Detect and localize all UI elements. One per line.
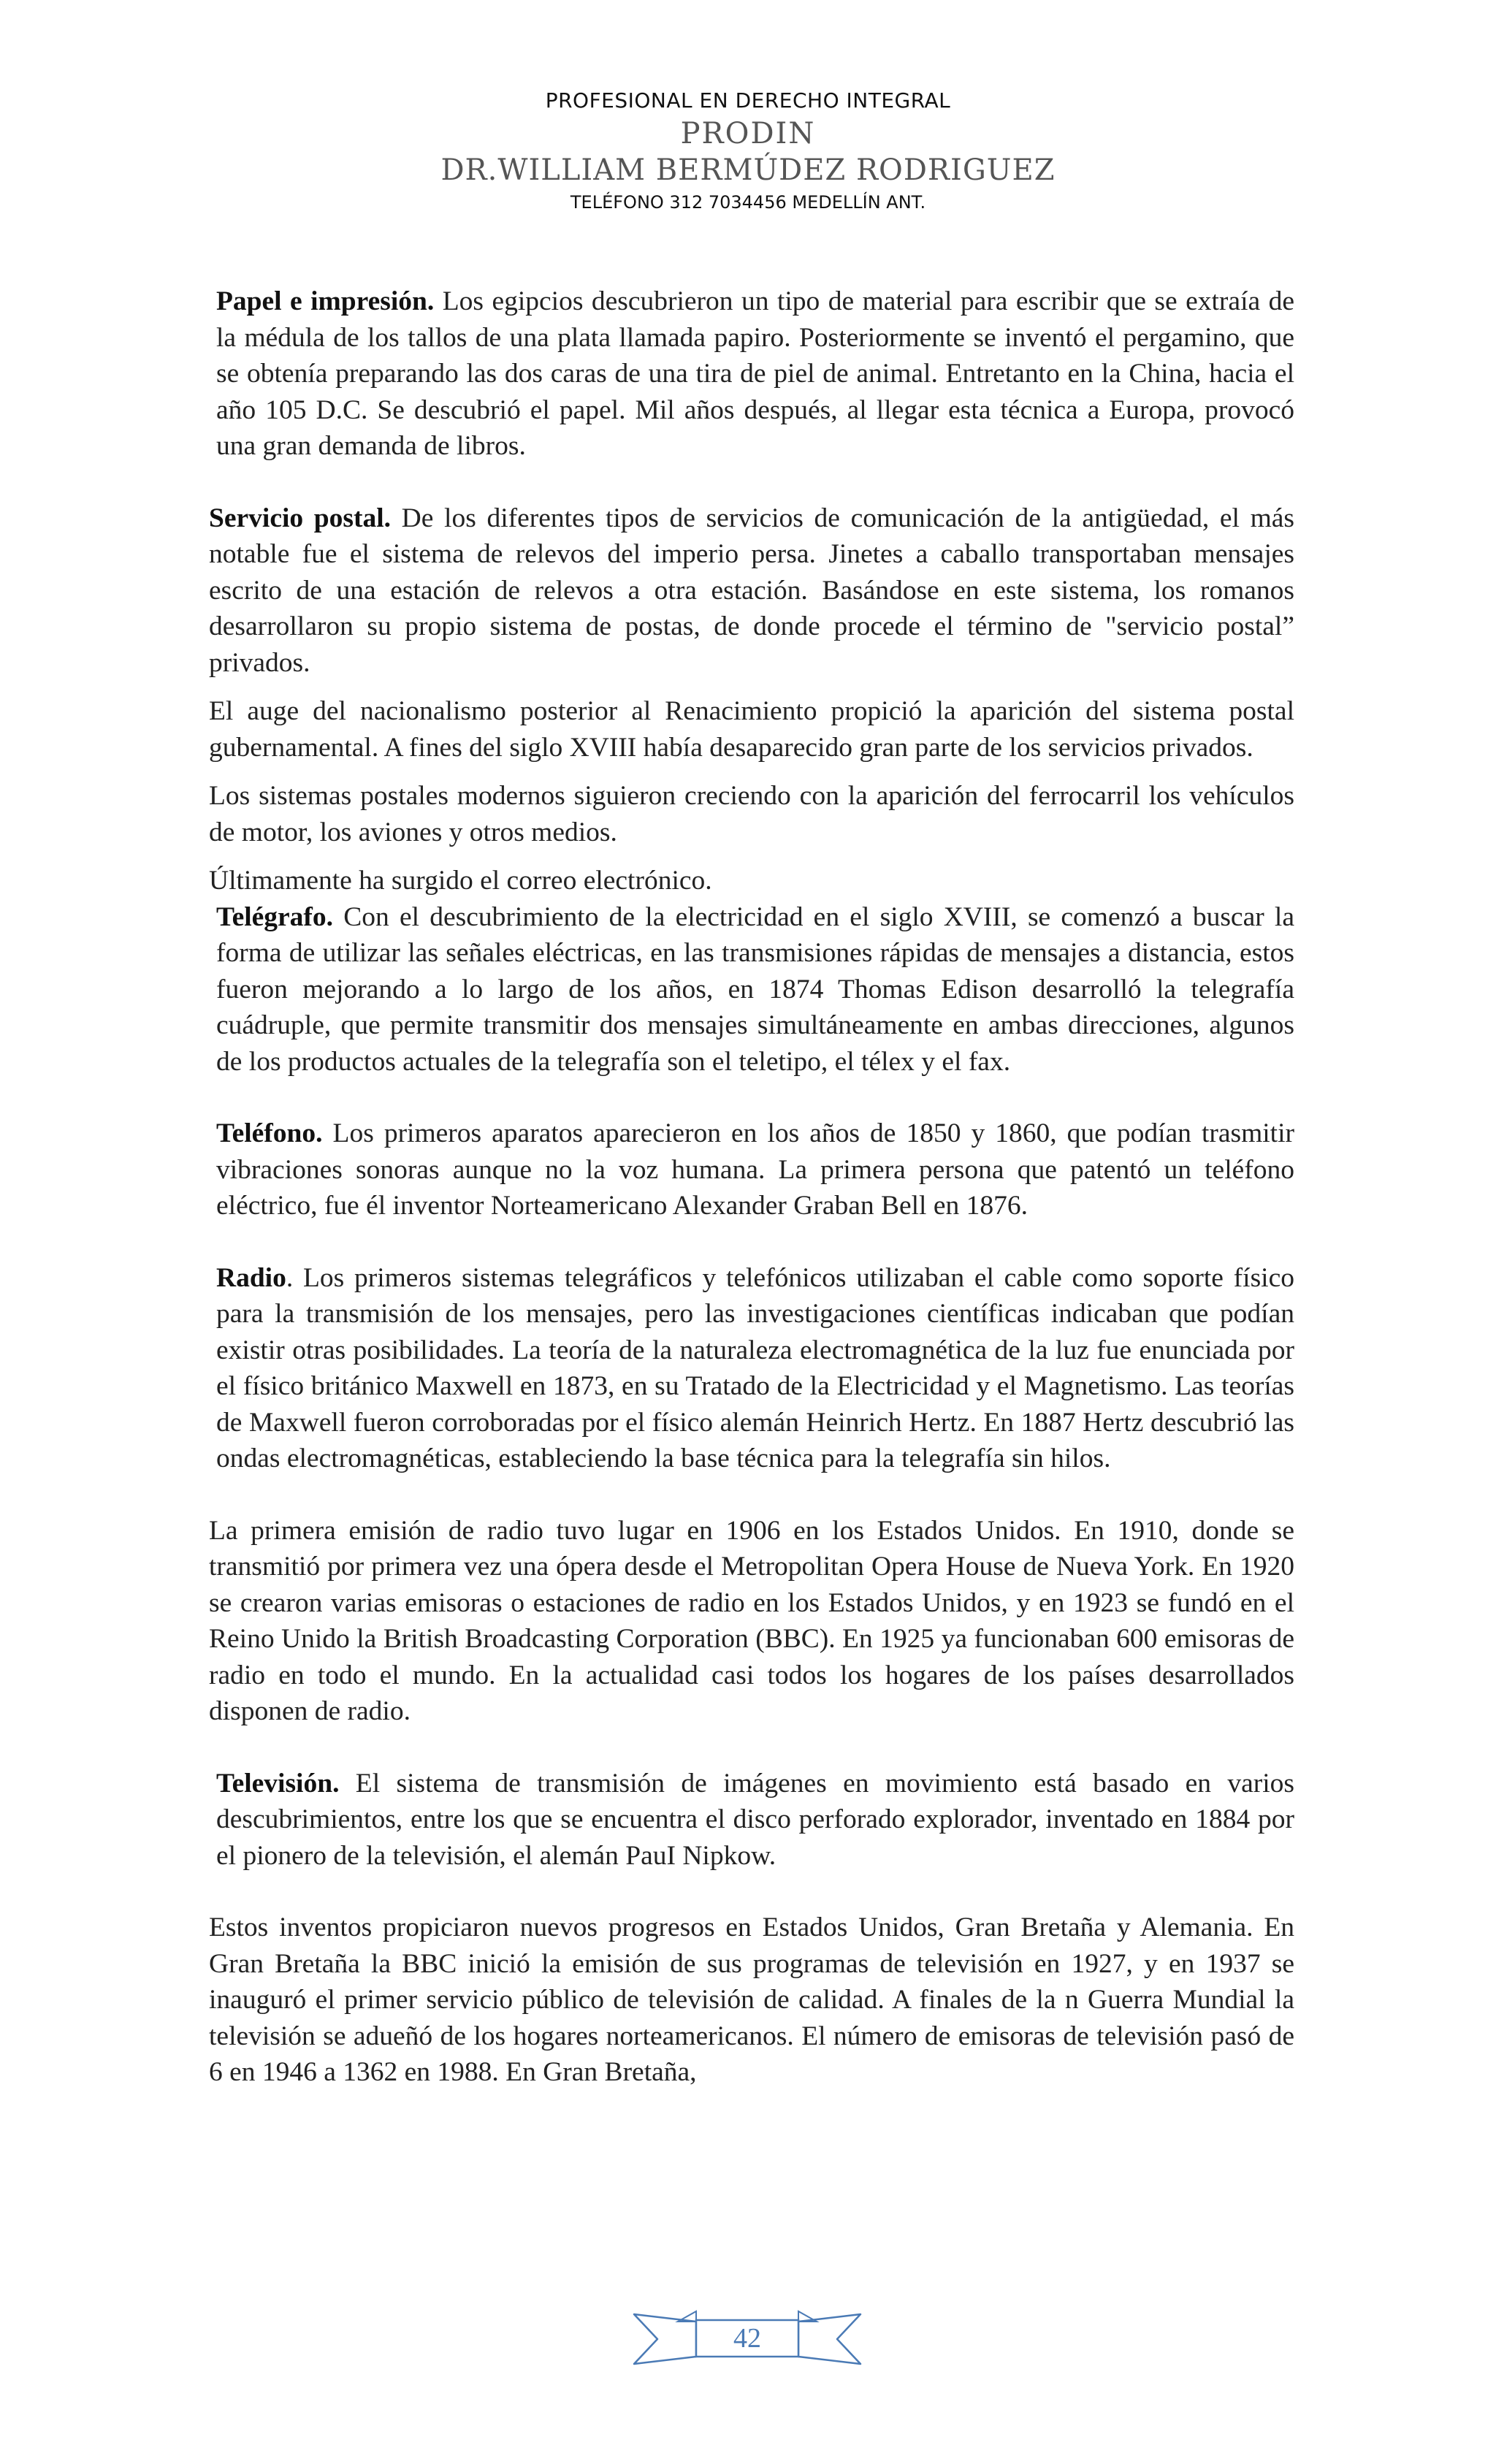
paragraph-text: Los egipcios descubrieron un tipo de material para escribir que se extraía de la médula de los tallos de una plata llamada papiro. Posteriormente se inventó el pergamino, que se obtenía preparando las dos caras de una tira de piel de animal. Entretanto en la China, hacia el año 105 D.C. Se descubrió el papel. Mil años después, al llegar esta técnica a Europa, provocó una gran demanda de libros.	[216, 286, 1294, 461]
term-papel: Papel e impresión.	[216, 286, 435, 316]
header-author: DR.WILLIAM BERMÚDEZ RODRIGUEZ	[440, 153, 1056, 187]
paragraph-postal	[209, 500, 1294, 682]
page-number-ribbon	[627, 2305, 868, 2371]
paragraph-radio	[209, 1260, 1294, 1477]
paragraph-text: Con el descubrimiento de la electricidad en el siglo XVIII, se comenzó a buscar la forma de utilizar las señales eléctricas, en las transmisiones rápidas de mensajes a distancia, estos fueron mejorando a lo largo de los años, en 1874 Thomas Edison desarrolló la telegrafía cuádruple, que permite transmitir dos mensajes simultáneamente en ambas direcciones, algunos de los productos actuales de la telegrafía son el teletipo, el télex y el fax.	[216, 901, 1294, 1077]
document-body	[209, 283, 1294, 2091]
page-header	[0, 86, 1496, 216]
header-title: PROFESIONAL EN DERECHO INTEGRAL	[545, 88, 951, 112]
paragraph-postal-4: Últimamente ha surgido el correo electrónico.	[209, 866, 712, 896]
term-television: Televisión.	[216, 1768, 340, 1799]
paragraph-papel	[209, 283, 1294, 465]
paragraph-text: . Los primeros sistemas telegráficos y telefónicos utilizaban el cable como soporte físico para la transmisión de los mensajes, pero las investigaciones científicas indicaban que podían existir otras posibilidades. La teoría de la naturaleza electromagnética de la luz fue enunciada por el físico británico Maxwell en 1873, en su Tratado de la Electricidad y el Magnetismo. Las teorías de Maxwell fueron corroboradas por el físico alemán Heinrich Hertz. En 1887 Hertz descubrió las ondas electromagnéticas, estableciendo la base técnica para la telegrafía sin hilos.	[216, 1262, 1294, 1473]
header-contact: TELÉFONO 312 7034456 MEDELLÍN ANT.	[570, 192, 926, 213]
page-number: 42	[733, 2323, 761, 2354]
paragraph-text: Los primeros aparatos aparecieron en los años de 1850 y 1860, que podían trasmitir vibraciones sonoras aunque no la voz humana. La primera persona que patentó un teléfono eléctrico, fue él inventor Norteamericano Alexander Graban Bell en 1876.	[216, 1118, 1294, 1221]
paragraph-text: El sistema de transmisión de imágenes en movimiento está basado en varios descubrimientos, entre los que se encuentra el disco perforado explorador, inventado en 1884 por el pionero de la televisión, el alemán PauI Nipkow.	[216, 1768, 1294, 1871]
paragraph-text: De los diferentes tipos de servicios de comunicación de la antigüedad, el más notable fue el sistema de relevos del imperio persa. Jinetes a caballo transportaban mensajes escrito de una estación de relevos a otra estación. Basándose en este sistema, los romanos desarrollaron su propio sistema de postas, de donde procede el término de "servicio postal” privados.	[209, 503, 1294, 678]
term-telegrafo: Telégrafo.	[216, 901, 334, 932]
paragraph-radio-2: La primera emisión de radio tuvo lugar en 1906 en los Estados Unidos. En 1910, donde se transmitió por primera vez una ópera desde el Metropolitan Opera House de Nueva York. En 1920 se crearon varias emisoras o estaciones de radio en los Estados Unidos, y en 1923 se fundó en el Reino Unido la British Broadcasting Corporation (BBC). En 1925 ya funcionaban 600 emisoras de radio en todo el mundo. En la actualidad casi todos los hogares de los países desarrollados disponen de radio.	[209, 1515, 1294, 1726]
paragraph-television-2: Estos inventos propiciaron nuevos progresos en Estados Unidos, Gran Bretaña y Alemania. En Gran Bretaña la BBC inició la emisión de sus programas de televisión en 1927, y en 1937 se inauguró el primer servicio público de televisión de calidad. A finales de la n Guerra Mundial la televisión se adueñó de los hogares norteamericanos. El número de emisoras de televisión pasó de 6 en 1946 a 1362 en 1988. En Gran Bretaña,	[209, 1912, 1294, 2087]
paragraph-television	[209, 1766, 1294, 1874]
paragraph-telegrafo	[209, 899, 1294, 1080]
header-brand: PRODIN	[680, 117, 816, 150]
term-postal: Servicio postal.	[209, 503, 392, 533]
term-radio: Radio	[216, 1262, 286, 1293]
paragraph-telefono	[209, 1115, 1294, 1224]
term-telefono: Teléfono.	[216, 1118, 323, 1148]
paragraph-postal-2: El auge del nacionalismo posterior al Renacimiento propició la aparición del sistema postal gubernamental. A fines del siglo XVIII había desaparecido gran parte de los servicios privados.	[209, 696, 1294, 763]
paragraph-postal-3: Los sistemas postales modernos siguieron creciendo con la aparición del ferrocarril los vehículos de motor, los aviones y otros medios.	[209, 781, 1294, 847]
